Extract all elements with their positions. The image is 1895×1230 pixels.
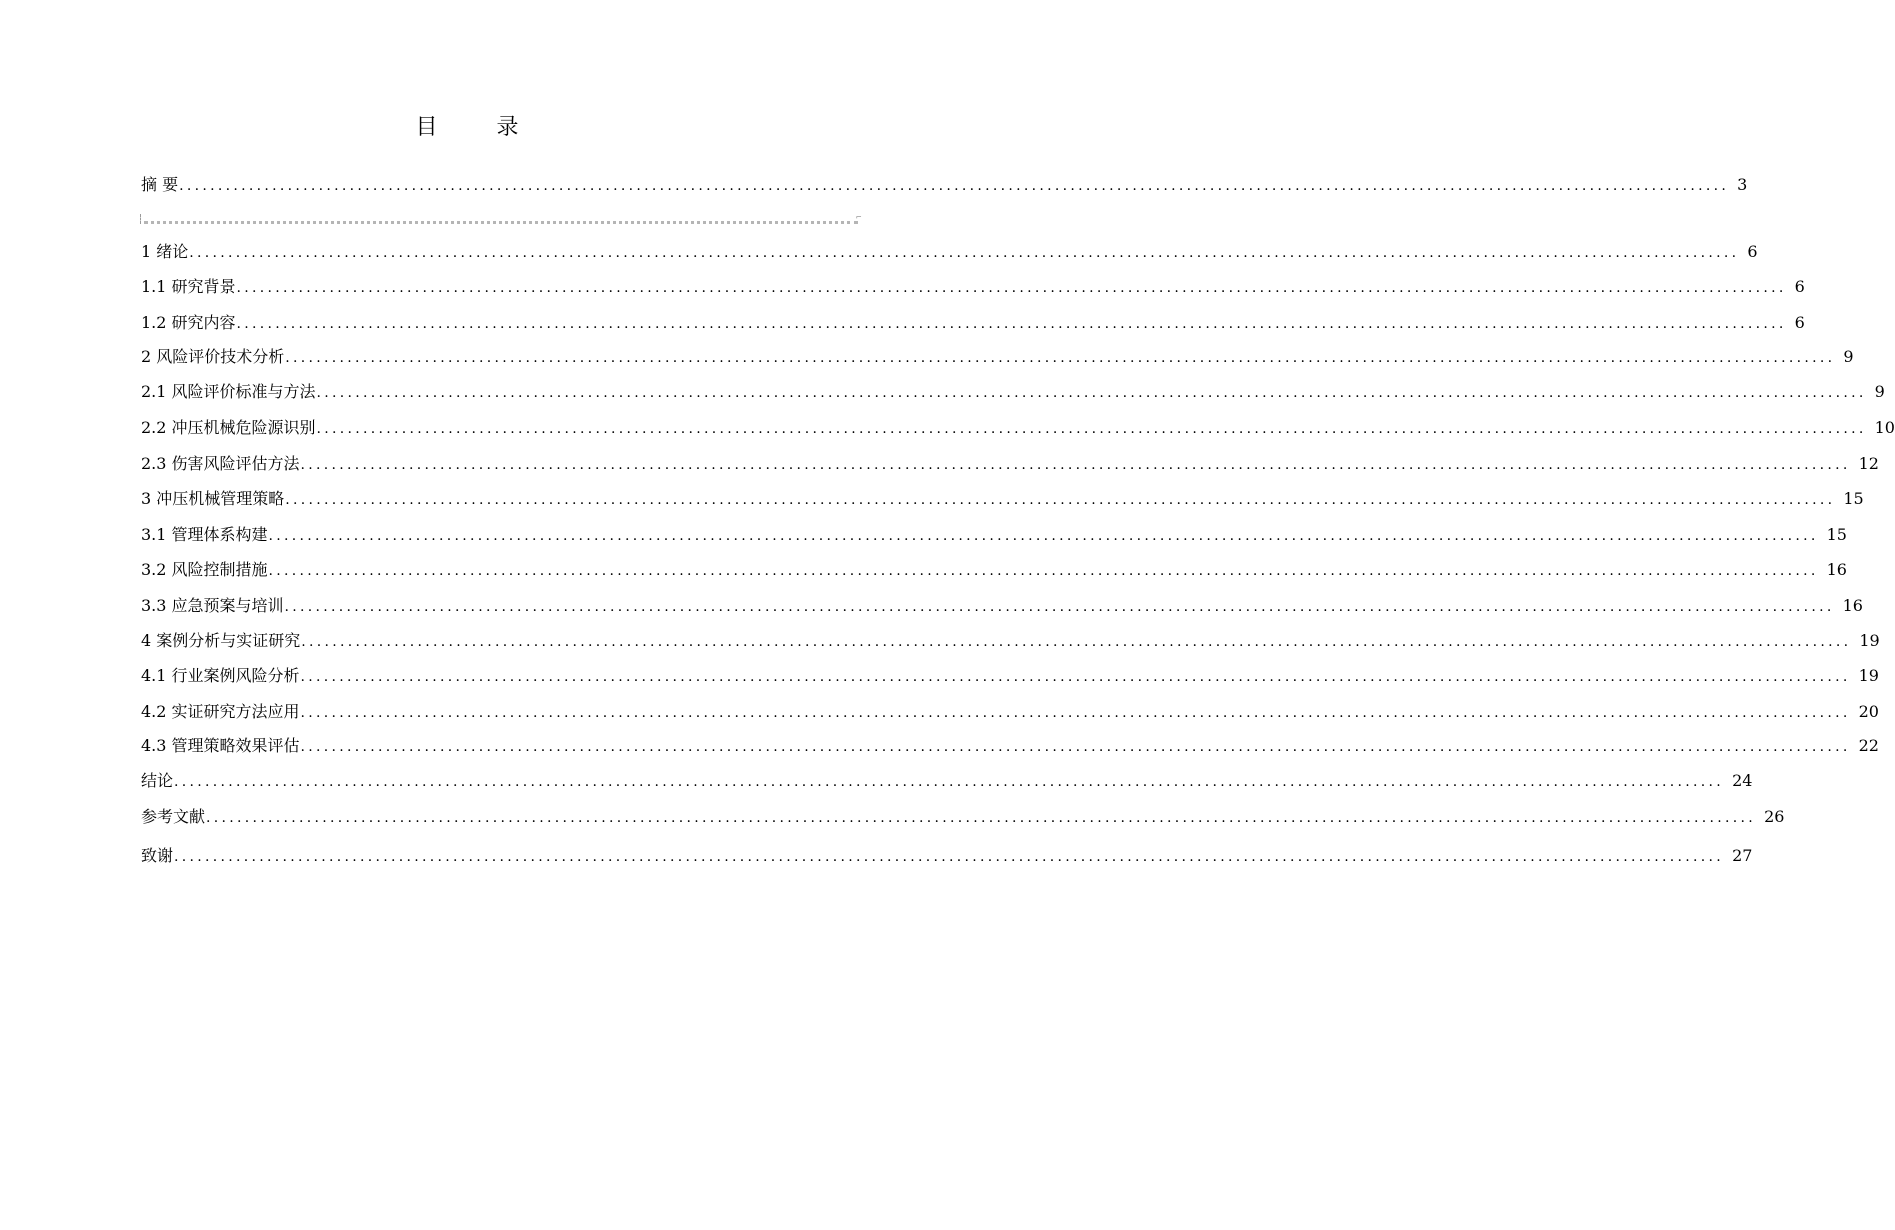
- toc-entry-label: 1.1 研究背景: [141, 277, 236, 296]
- toc-entry-abstract[interactable]: [141, 173, 1748, 197]
- toc-entry-page: 16: [1826, 560, 1847, 579]
- toc-entry-label: 3 冲压机械管理策略: [141, 489, 285, 508]
- toc-entry-label: 4.1 行业案例风险分析: [141, 666, 300, 685]
- toc-entry-label: 2 风险评价技术分析: [141, 347, 285, 366]
- toc-entry-page: 3: [1737, 175, 1748, 194]
- toc-dot-leader: ........................................................................................................................................................................................................: [316, 385, 1867, 401]
- toc-entry-section-4-1[interactable]: [141, 664, 1879, 688]
- toc-dot-leader: ........................................................................................................................................................................................................: [189, 245, 1740, 261]
- toc-entry-page: 22: [1858, 736, 1879, 755]
- toc-dot-leader: ........................................................................................................................................................................................................: [206, 810, 1757, 826]
- toc-entry-chapter-2[interactable]: [141, 345, 1854, 369]
- toc-entry-section-4-3[interactable]: [141, 734, 1879, 758]
- toc-entry-label: 1.2 研究内容: [141, 313, 236, 332]
- toc-entry-chapter-3[interactable]: [141, 487, 1864, 511]
- toc-entry-page: 10: [1874, 418, 1895, 437]
- toc-dot-leader: ........................................................................................................................................................................................................: [301, 634, 1852, 650]
- toc-entry-page: 20: [1858, 702, 1879, 721]
- toc-entry-section-1-1[interactable]: [141, 275, 1805, 299]
- toc-entry-label: 摘 要: [141, 175, 179, 194]
- toc-entry-label: 3.2 风险控制措施: [141, 560, 268, 579]
- toc-entry-page: 9: [1874, 382, 1885, 401]
- toc-entry-section-2-1[interactable]: [141, 380, 1885, 404]
- toc-dot-leader: ........................................................................................................................................................................................................: [174, 849, 1725, 865]
- toc-entry-label: 2.2 冲压机械危险源识别: [141, 418, 316, 437]
- toc-dot-leader: ........................................................................................................................................................................................................: [316, 421, 1867, 437]
- toc-entry-page: 19: [1859, 631, 1880, 650]
- toc-entry-chapter-4[interactable]: [141, 629, 1880, 653]
- toc-entry-page: 6: [1747, 242, 1758, 261]
- toc-entry-acknowledgements[interactable]: [141, 844, 1753, 868]
- toc-entry-page: 16: [1842, 596, 1863, 615]
- toc-entry-page: 27: [1732, 846, 1753, 865]
- toc-field-marker: [140, 212, 866, 226]
- toc-title: 目 录: [415, 115, 545, 140]
- toc-entry-conclusion[interactable]: [141, 769, 1753, 793]
- toc-entry-label: 2.1 风险评价标准与方法: [141, 382, 316, 401]
- toc-dot-leader: ........................................................................................................................................................................................................: [300, 457, 1851, 473]
- toc-dot-leader: ........................................................................................................................................................................................................: [300, 669, 1851, 685]
- toc-entry-label: 4 案例分析与实证研究: [141, 631, 301, 650]
- toc-entry-page: 26: [1764, 807, 1785, 826]
- toc-entry-label: 致谢: [141, 846, 174, 865]
- toc-dot-leader: ........................................................................................................................................................................................................: [285, 492, 1836, 508]
- field-end-marker: ⌐: [856, 213, 862, 223]
- toc-entry-page: 9: [1843, 347, 1854, 366]
- toc-dot-leader: ........................................................................................................................................................................................................: [285, 350, 1836, 366]
- toc-entry-label: 4.3 管理策略效果评估: [141, 736, 300, 755]
- toc-dot-leader: ........................................................................................................................................................................................................: [300, 705, 1851, 721]
- toc-entry-label: 1 绪论: [141, 242, 189, 261]
- toc-dot-leader: ........................................................................................................................................................................................................: [268, 528, 1819, 544]
- toc-entry-page: 15: [1826, 525, 1847, 544]
- toc-entry-section-3-1[interactable]: [141, 523, 1847, 547]
- toc-dot-leader: ........................................................................................................................................................................................................: [236, 280, 1787, 296]
- toc-dot-leader: ........................................................................................................................................................................................................: [284, 599, 1835, 615]
- toc-entry-references[interactable]: [141, 805, 1785, 829]
- toc-entry-page: 6: [1794, 277, 1805, 296]
- toc-entry-section-3-2[interactable]: [141, 558, 1847, 582]
- toc-entry-label: 4.2 实证研究方法应用: [141, 702, 300, 721]
- toc-entry-section-4-2[interactable]: [141, 700, 1879, 724]
- toc-entry-page: 15: [1843, 489, 1864, 508]
- toc-entry-page: 6: [1794, 313, 1805, 332]
- toc-dot-leader: ........................................................................................................................................................................................................: [179, 178, 1730, 194]
- toc-dot-leader: ........................................................................................................................................................................................................: [268, 563, 1819, 579]
- toc-entry-section-1-2[interactable]: [141, 311, 1805, 335]
- toc-entry-label: 3.3 应急预案与培训: [141, 596, 284, 615]
- toc-entry-page: 12: [1858, 454, 1879, 473]
- toc-entry-page: 19: [1858, 666, 1879, 685]
- toc-entry-page: 24: [1732, 771, 1753, 790]
- toc-dot-leader: ........................................................................................................................................................................................................: [236, 316, 1787, 332]
- toc-entry-label: 2.3 伤害风险评估方法: [141, 454, 300, 473]
- field-separator-line: [144, 221, 858, 224]
- toc-entry-label: 结论: [141, 771, 174, 790]
- toc-entry-section-2-2[interactable]: [141, 416, 1895, 440]
- toc-dot-leader: ........................................................................................................................................................................................................: [300, 739, 1851, 755]
- field-start-marker: [140, 214, 143, 224]
- toc-entry-section-3-3[interactable]: [141, 594, 1863, 618]
- toc-entry-label: 参考文献: [141, 807, 206, 826]
- toc-entry-label: 3.1 管理体系构建: [141, 525, 268, 544]
- toc-entry-section-2-3[interactable]: [141, 452, 1879, 476]
- toc-entry-chapter-1[interactable]: [141, 240, 1758, 264]
- toc-dot-leader: ........................................................................................................................................................................................................: [174, 774, 1725, 790]
